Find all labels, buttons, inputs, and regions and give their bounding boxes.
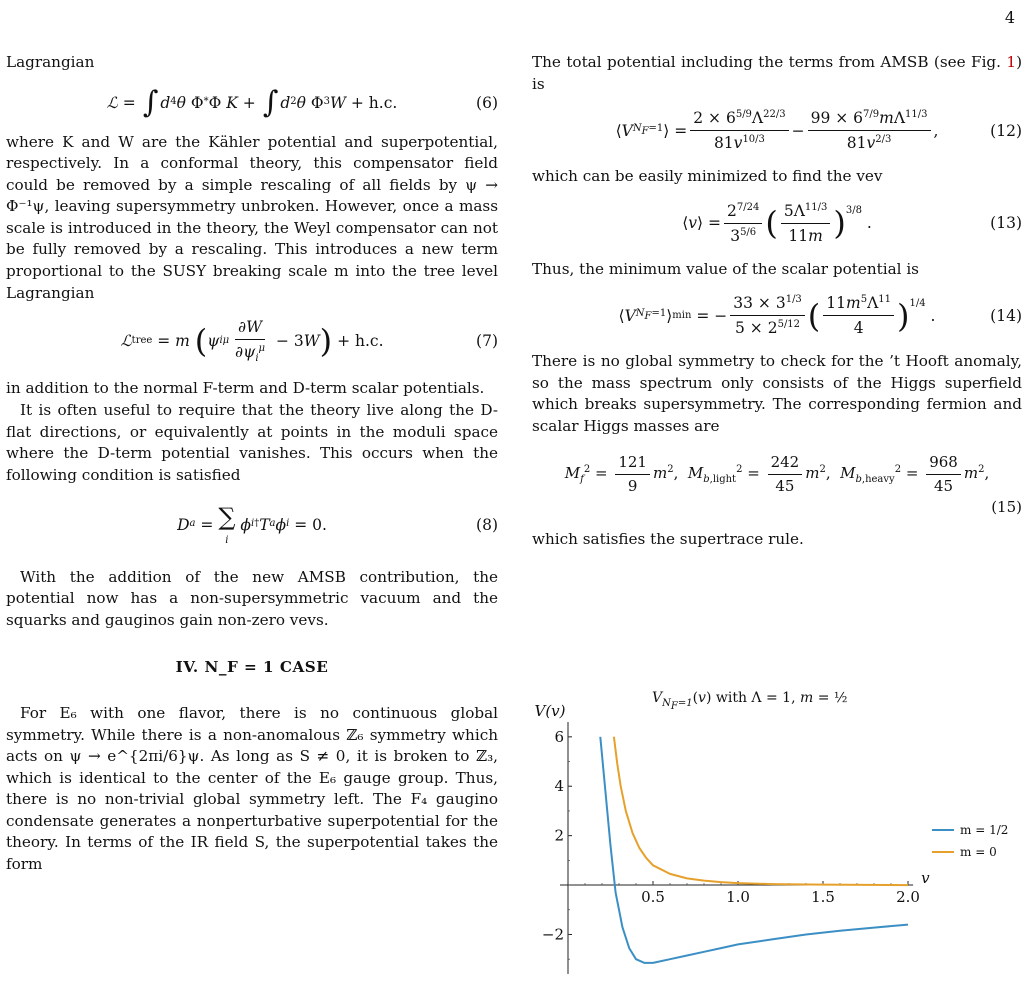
left-paragraph-5: With the addition of the new AMSB contribution, the potential now has a non-supersymmetric vacuum and the squarks and gauginos gain non-zero vevs.: [6, 567, 498, 629]
right-paragraph-1: The total potential including the terms from AMSB (see Fig. 1) is: [532, 53, 1022, 93]
right-paragraph-5: which satisfies the supertrace rule.: [532, 529, 804, 548]
x-axis-label: v: [921, 869, 930, 888]
series-line-m-zero: [614, 737, 908, 885]
right-paragraph-2: which can be easily minimized to find the vev: [532, 167, 883, 186]
potential-chart: [528, 702, 1028, 982]
left-paragraph-2: where K and W are the Kähler potential and superpotential, respectively. In a conformal theory, this compensator field could be removed by a simple rescaling of all fields by ψ → Φ⁻¹ψ, leaving supersymmetry unbroken. However, once a mass scale is introduced in the theory, the Weyl compensator can not be fully removed by a rescaling. This introduces a new term proportional to the SUSY breaking scale m into the tree level Lagrangian: [6, 132, 498, 302]
equation-8: D a = ∑ i ϕ i † T a ϕ i = 0. (8): [177, 503, 498, 547]
equation-14: ⟨ V $N_F=1$ ⟩ min = − $\frac{33 \times 3^{1/3}}{5 \times 2^{5/12}}$ ( $\frac{11m^5\Lambda^{11}}{4}$ ) $^{1/4}$ . (14): [618, 294, 1022, 338]
y-axis-label: V(v): [534, 702, 566, 720]
y-tick-label: 2: [554, 826, 564, 845]
equation-number-13: (13): [990, 214, 1022, 233]
x-tick-label: 2.0: [896, 888, 920, 907]
x-tick-label: 1.0: [726, 888, 750, 907]
figure-reference-link[interactable]: 1: [1006, 53, 1017, 71]
equation-number-6: (6): [476, 93, 498, 112]
left-paragraph-3: in addition to the normal F-term and D-term scalar potentials.: [6, 379, 485, 398]
equation-number-7: (7): [476, 332, 498, 351]
equation-number-8: (8): [476, 515, 498, 534]
chart-title: $V_{N_F=1}(v)$ with Λ = 1, m = ½: [652, 690, 848, 712]
left-paragraph-1: Lagrangian: [6, 53, 95, 71]
equation-12: ⟨ V $N_F=1$ ⟩ = $\frac{2 \times 6^{5/9}\Lambda^{22/3}}{81v^{10/3}}$ − $\frac{99 \times 6^{7/9}m\Lambda^{11/3}}{81v^{2/3}}$ , (12): [615, 109, 1022, 153]
equation-15: $M_f^2$ = $\frac{121}{9}$ $m^2$, $M_{b,light}^2$ = $\frac{242}{45}$ $m^2$, $M_{b,heavy}^2$ = $\frac{968}{45}$ $m^2$, (15): [532, 452, 1022, 519]
x-tick-label: 1.5: [811, 888, 835, 907]
y-tick-label: −2: [541, 925, 564, 944]
left-paragraph-4: It is often useful to require that the theory live along the D-flat directions, or equivalently at points in the moduli space where the D-term potential vanishes. This occurs when the following condition is satisfied: [6, 401, 498, 484]
equation-6: ℒ = ∫ d 4 θ Φ * Φ K + ∫ d 2 θ Φ 3 W + h.c. (6): [106, 84, 498, 120]
page-number: 4: [1004, 8, 1015, 27]
left-paragraph-6: For E₆ with one flavor, there is no continuous global symmetry. While there is a non-anomalous ℤ₆ symmetry which acts on ψ → e^{2πi/6}ψ. As long as S ≠ 0, it is broken to ℤ₃, which is identical to the center of the E₆ gauge group. Thus, there is no non-trivial global symmetry left. The F₄ gaugino condensate generates a nonperturbative superpotential for the theory. In terms of the IR field S, the superpotential takes the form: [6, 703, 498, 873]
x-tick-label: 0.5: [641, 888, 665, 907]
series-line-m-half: [600, 737, 908, 963]
right-paragraph-4: There is no global symmetry to check for the ’t Hooft anomaly, so the mass spectrum only consists of the Higgs superfield which breaks supersymmetry. The corresponding fermion and scalar Higgs masses are: [532, 352, 1022, 436]
left-column: [6, 52, 498, 876]
legend-label: m = 0: [960, 845, 997, 859]
legend-label: m = 1/2: [960, 823, 1009, 837]
right-column: [532, 52, 1022, 550]
equation-number-15: (15): [991, 498, 1022, 517]
right-paragraph-3: Thus, the minimum value of the scalar potential is: [532, 259, 919, 278]
equation-13: ⟨ v ⟩ = $\frac{2^{7/24}}{3^{5/6}}$ ( $\frac{5\Lambda^{11/3}}{11m}$ ) $^{3/8}$ . (13): [682, 201, 1022, 245]
y-tick-label: 4: [554, 777, 564, 796]
y-tick-label: 6: [554, 727, 564, 746]
equation-7: ℒ tree = m ( ψ i μ $\frac{\partial W}{\partial\psi_i^\mu}$ − 3 W ) + h.c. (7): [120, 318, 498, 365]
equation-number-14: (14): [990, 306, 1022, 325]
section-heading: IV. N_F = 1 CASE: [175, 658, 329, 677]
equation-number-12: (12): [990, 121, 1022, 140]
